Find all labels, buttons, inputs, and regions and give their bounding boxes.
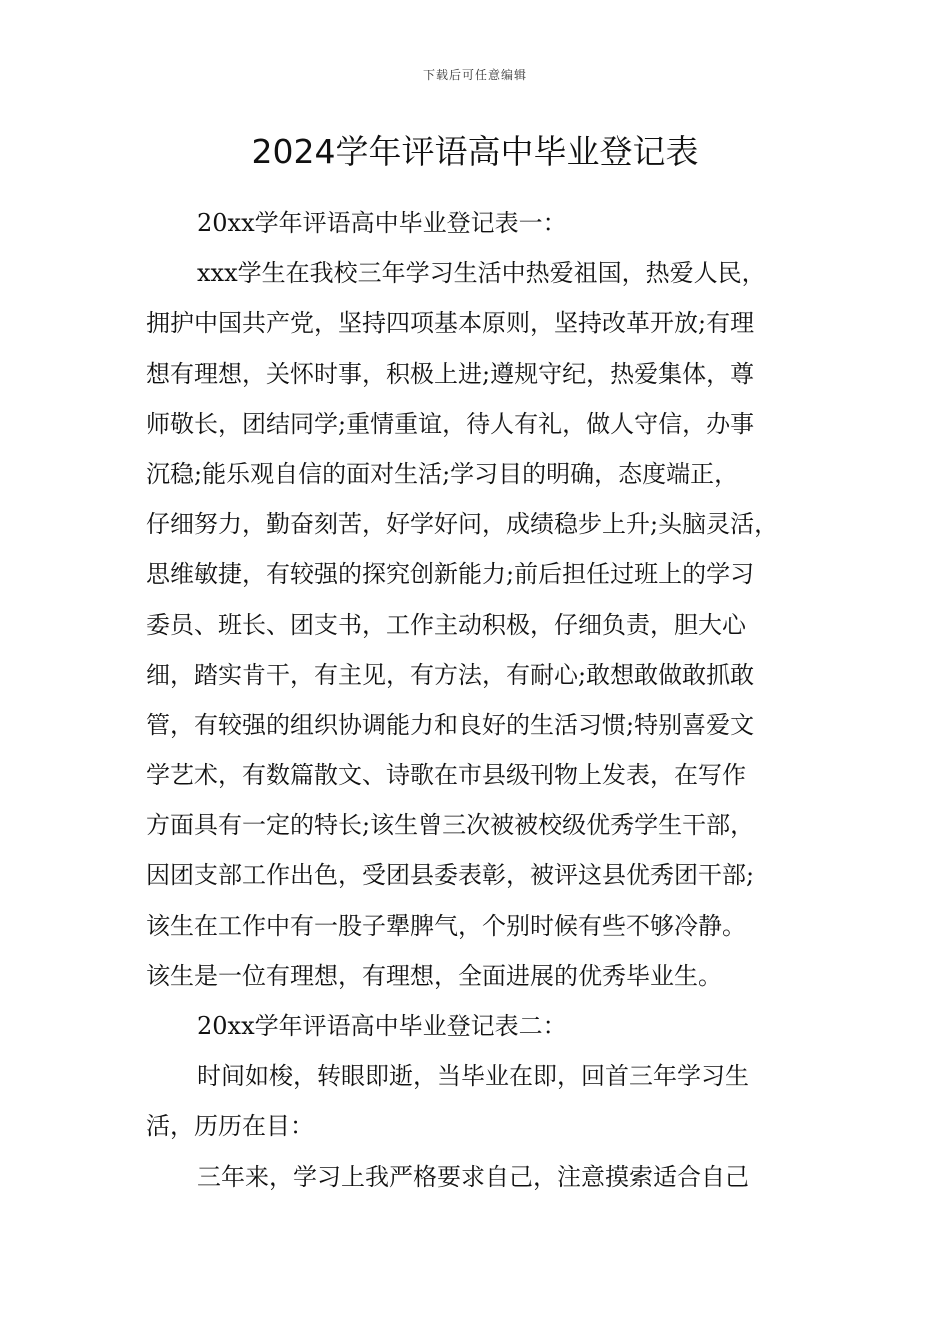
paragraph-line: 三年来，学习上我严格要求自己，注意摸索适合自己 [197,1162,749,1191]
paragraph-line: 拥护中国共产党，坚持四项基本原则，坚持改革开放;有理 [146,309,755,338]
paragraph-line: 细，踏实肯干，有主见，有方法，有耐心;敢想敢做敢抓敢 [146,660,755,689]
document-body [146,198,816,1202]
header-note: 下载后可任意编辑 [422,68,527,82]
paragraph-line: 活，历历在目： [146,1112,314,1141]
paragraph-line: 想有理想，关怀时事，积极上进;遵规守纪，热爱集体，尊 [146,359,755,388]
paragraph-line: 时间如梭，转眼即逝，当毕业在即，回首三年学习生 [197,1062,749,1091]
paragraph-line: 方面具有一定的特长;该生曾三次被被校级优秀学生干部， [146,811,755,840]
section-heading-1: 20xx学年评语高中毕业登记表一： [197,209,567,237]
paragraph-line: 学艺术，有数篇散文、诗歌在市县级刊物上发表，在写作 [146,761,746,790]
paragraph-line: xxx学生在我校三年学习生活中热爱祖国，热爱人民， [197,259,766,288]
paragraph-line: 仔细努力，勤奋刻苦，好学好问，成绩稳步上升;头脑灵活， [146,510,779,539]
paragraph-line: 因团支部工作出色，受团县委表彰，被评这县优秀团干部; [146,861,755,890]
paragraph-line: 该生是一位有理想，有理想，全面进展的优秀毕业生。 [146,961,722,990]
paragraph-line: 师敬长，团结同学;重情重谊，待人有礼，做人守信，办事 [146,409,755,438]
paragraph-line: 管，有较强的组织协调能力和良好的生活习惯;特别喜爱文 [146,710,755,739]
section-heading-2: 20xx学年评语高中毕业登记表二： [197,1012,567,1040]
paragraph-line: 该生在工作中有一股子犟脾气，个别时候有些不够冷静。 [146,911,746,940]
document-title: 2024学年评语高中毕业登记表 [251,132,699,171]
paragraph-line: 委员、班长、团支书，工作主动积极，仔细负责，胆大心 [146,610,746,639]
paragraph-line: 沉稳;能乐观自信的面对生活;学习目的明确，态度端正， [146,459,739,488]
paragraph-line: 思维敏捷，有较强的探究创新能力;前后担任过班上的学习 [146,560,755,589]
